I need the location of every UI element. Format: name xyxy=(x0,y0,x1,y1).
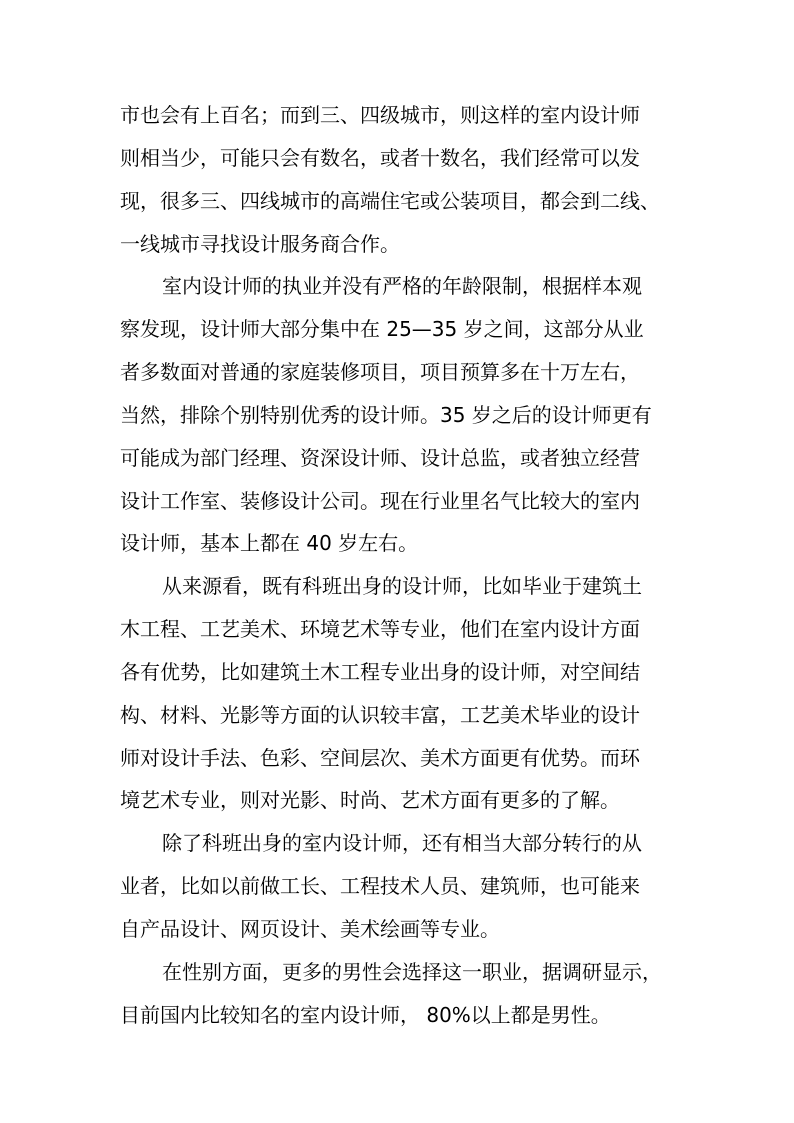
paragraph-3-line-2: 木工程、工艺美术、环境艺术等专业，他们在室内设计方面 xyxy=(120,617,640,641)
paragraph-5-line-2: 目前国内比较知名的室内设计师， 80%以上都是男性。 xyxy=(120,1003,611,1027)
paragraph-1-line-2: 则相当少，可能只会有数名，或者十数名，我们经常可以发 xyxy=(120,146,640,170)
paragraph-2-line-4: 当然，排除个别特别优秀的设计师。35 岁之后的设计师更有 xyxy=(120,403,652,427)
paragraph-2-line-1: 室内设计师的执业并没有严格的年龄限制，根据样本观 xyxy=(162,274,642,298)
paragraph-3-line-5: 师对设计手法、色彩、空间层次、美术方面更有优势。而环 xyxy=(120,746,640,770)
paragraph-1-line-3: 现，很多三、四线城市的高端住宅或公装项目，都会到二线、 xyxy=(120,189,660,213)
paragraph-2-line-2: 察发现，设计师大部分集中在 25—35 岁之间，这部分从业 xyxy=(120,317,644,341)
paragraph-3-line-1: 从来源看，既有科班出身的设计师，比如毕业于建筑土 xyxy=(162,574,642,598)
paragraph-1-line-4: 一线城市寻找设计服务商合作。 xyxy=(120,232,400,256)
paragraph-4-line-1: 除了科班出身的室内设计师，还有相当大部分转行的从 xyxy=(162,831,642,855)
paragraph-2-line-3: 者多数面对普通的家庭装修项目，项目预算多在十万左右， xyxy=(120,360,640,384)
paragraph-5-line-1: 在性别方面，更多的男性会选择这一职业，据调研显示， xyxy=(162,960,662,984)
paragraph-3-line-3: 各有优势，比如建筑土木工程专业出身的设计师，对空间结 xyxy=(120,660,640,684)
paragraph-3-line-4: 构、材料、光影等方面的认识较丰富，工艺美术毕业的设计 xyxy=(120,703,640,727)
paragraph-3-line-6: 境艺术专业，则对光影、时尚、艺术方面有更多的了解。 xyxy=(120,788,620,812)
paragraph-1-line-1: 市也会有上百名；而到三、四级城市，则这样的室内设计师 xyxy=(120,103,640,127)
paragraph-2-line-5: 可能成为部门经理、资深设计师、设计总监，或者独立经营 xyxy=(120,446,640,470)
paragraph-4-line-3: 自产品设计、网页设计、美术绘画等专业。 xyxy=(120,917,500,941)
paragraph-4-line-2: 业者，比如以前做工长、工程技术人员、建筑师，也可能来 xyxy=(120,874,640,898)
paragraph-2-line-6: 设计工作室、装修设计公司。现在行业里名气比较大的室内 xyxy=(120,489,640,513)
paragraph-2-line-7: 设计师，基本上都在 40 岁左右。 xyxy=(120,531,419,555)
